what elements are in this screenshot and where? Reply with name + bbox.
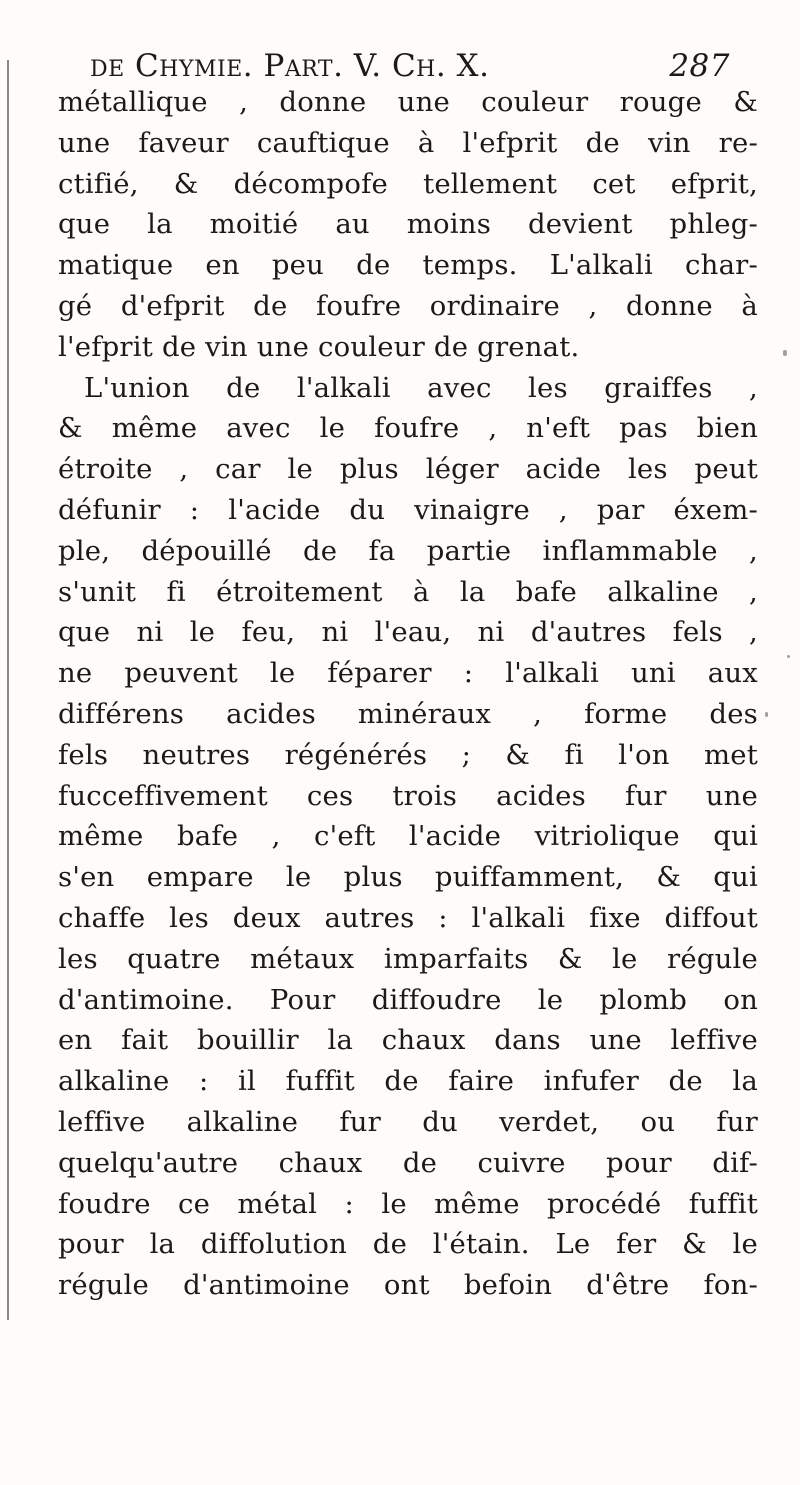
- text-line: ple, dépouillé de fa partie inflammable ,: [58, 534, 758, 567]
- text-line: l'efprit de vin une couleur de grenat.: [58, 330, 580, 363]
- text-line: une faveur cauftique à l'efprit de vin re-: [58, 126, 758, 159]
- text-line: s'unit fi étroitement à la bafe alkaline ,: [58, 575, 758, 608]
- text-line: pour la diffolution de l'étain. Le fer & le: [58, 1228, 758, 1261]
- text-line: ctifié, & décompofe tellement cet efprit,: [58, 167, 758, 200]
- text-line: que ni le feu, ni l'eau, ni d'autres fels ,: [58, 616, 758, 649]
- text-line: étroite , car le plus léger acide les peut: [58, 453, 758, 486]
- text-line: régule d'antimoine ont befoin d'être fon-: [58, 1269, 758, 1302]
- text-line: alkaline : il fuffit de faire infufer de la: [58, 1065, 758, 1098]
- text-line: gé d'efprit de foufre ordinaire , donne à: [58, 289, 758, 322]
- text-line: fels neutres régénérés ; & fi l'on met: [58, 738, 758, 771]
- text-line: d'antimoine. Pour diffoudre le plomb on: [58, 983, 758, 1016]
- text-line: différens acides minéraux , forme des: [58, 697, 758, 730]
- ink-speck: [787, 655, 790, 658]
- text-line: s'en empare le plus puiffamment, & qui: [58, 861, 758, 894]
- running-head-title: de Chymie. Part. V. Ch. X.: [90, 48, 490, 84]
- text-line: leffive alkaline fur du verdet, ou fur: [58, 1105, 758, 1138]
- ink-speck: [765, 712, 768, 717]
- text-line: même bafe , c'eft l'acide vitriolique qui: [58, 820, 758, 853]
- text-line: foudre ce métal : le même procédé fuffit: [58, 1187, 758, 1220]
- ink-speck: [783, 350, 787, 356]
- text-line: fucceffivement ces trois acides fur une: [58, 779, 758, 812]
- text-line: que la moitié au moins devient phleg-: [58, 208, 758, 241]
- page-edge-shadow: [7, 60, 9, 1320]
- text-line: les quatre métaux imparfaits & le régule: [58, 942, 758, 975]
- text-line: ne peuvent le féparer : l'alkali uni aux: [58, 657, 758, 690]
- body-text: [58, 82, 758, 1306]
- text-line: en fait bouillir la chaux dans une leffive: [58, 1024, 758, 1057]
- text-line: & même avec le foufre , n'eft pas bien: [58, 412, 758, 445]
- text-line: métallique , donne une couleur rouge &: [58, 86, 758, 118]
- text-line: défunir : l'acide du vinaigre , par éxem-: [58, 493, 758, 526]
- paragraph-first-line: L'union de l'alkali avec les graiffes ,: [84, 371, 758, 404]
- text-line: matique en peu de temps. L'alkali char-: [58, 249, 758, 282]
- text-line: quelqu'autre chaux de cuivre pour dif-: [58, 1146, 758, 1179]
- text-line: chaffe les deux autres : l'alkali fixe diffout: [58, 901, 758, 934]
- page-number: 287: [669, 48, 730, 84]
